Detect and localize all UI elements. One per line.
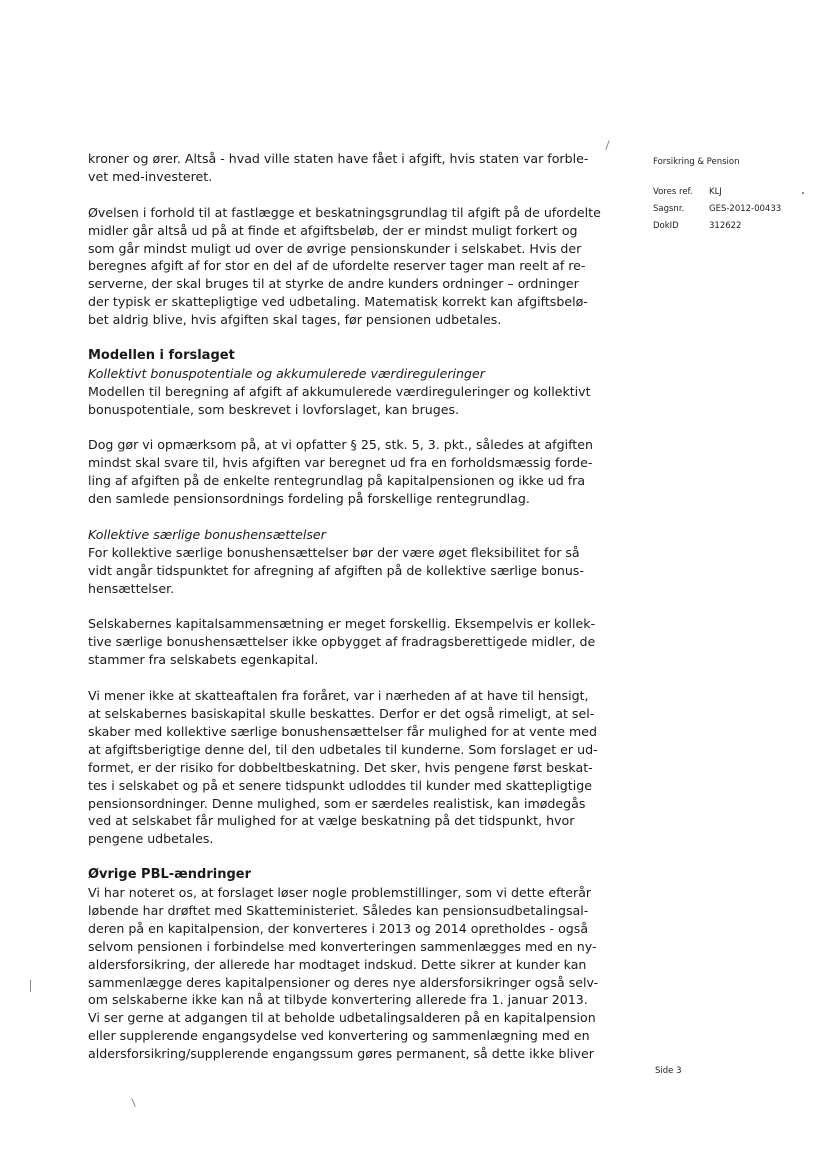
text-line: selvom pensionen i forbindelse med konverteringen sammenlægges med en ny- [88,938,597,954]
paragraph [88,687,603,848]
subsection-heading: Kollektive særlige bonushensættelser [88,526,326,542]
text-line: der typisk er skattepligtige ved udbetaling. Matematisk korrekt kan afgiftsbelø- [88,294,588,310]
text-line: sammenlægge deres kapitalpensioner og deres nye aldersforsikringer også selv- [88,974,599,990]
text-line: vet med-investeret. [88,168,213,184]
text-line: Modellen til beregning af afgift af akkumulerede værdireguleringer og kollektivt [88,383,591,399]
text-line: bet aldrig blive, hvis afgiften skal tages, før pensionen udbetales. [88,312,502,328]
text-line: hensættelser. [88,580,175,596]
text-line: aldersforsikring/supplerende engangssum gøres permanent, så dette ikke bliver [88,1046,594,1062]
paragraph [88,383,603,419]
section-heading: Øvrige PBL-ændringer [88,867,251,883]
text-line: tes i selskabet og på et senere tidspunkt udloddes til kunder med skattepligtige [88,777,592,793]
text-line: midler går altså ud på at finde et afgiftsbeløb, der er mindst muligt forkert og [88,222,578,238]
meta-label: Vores ref. [653,187,693,197]
text-line: pengene udbetales. [88,831,214,847]
text-line: Øvelsen i forhold til at fastlægge et beskatningsgrundlag til afgift på de ufordelte [88,204,601,220]
paragraph [88,436,603,508]
scan-speck [131,1098,136,1107]
organization-name: Forsikring & Pension [653,157,740,167]
meta-value: GES-2012-00433 [709,204,782,214]
text-line: tive særlige bonushensættelser ikke opbygget af fradragsberettigede midler, de [88,634,596,650]
text-line: bonuspotentiale, som beskrevet i lovforslaget, kan bruges. [88,401,460,417]
text-line: løbende har drøftet med Skatteministeriet. Således kan pensionsudbetalingsal- [88,902,589,918]
section-heading: Modellen i forslaget [88,347,235,363]
text-line: Vi har noteret os, at forslaget løser nogle problemstillinger, som vi dette efterår [88,885,592,901]
paragraph [88,615,603,669]
text-line: kroner og ører. Altså - hvad ville staten have fået i afgift, hvis staten var forble- [88,151,589,166]
text-line: som går mindst muligt ud over de øvrige pensionskunder i selskabet. Hvis der [88,240,582,256]
text-line: Vi ser gerne at adgangen til at beholde udbetalingsalderen på en kapitalpension [88,1010,596,1026]
meta-value: KLJ [709,187,722,197]
text-line: serverne, der skal bruges til at styrke de andre kunders ordninger – ordninger [88,276,579,292]
text-line: eller supplerende engangsydelse ved konvertering og sammenlægning med en [88,1028,590,1044]
paragraph [88,150,603,186]
text-line: Selskabernes kapitalsammensætning er meget forskellig. Eksempelvis er kollek- [88,616,596,632]
meta-value: 312622 [709,221,742,231]
text-line: aldersforsikring, der allerede har modtaget indskud. Dette sikrer at kunder kan [88,956,587,972]
meta-row-reference [653,184,813,201]
text-line: den samlede pensionsordnings fordeling på forskellige rentegrundlag. [88,491,530,507]
text-line: deren på en kapitalpension, der konverteres i 2013 og 2014 opretholdes - også [88,920,589,936]
text-line: at selskabernes basiskapital skulle beskattes. Derfor er det også rimeligt, at sel- [88,706,595,721]
scan-speck [605,140,609,150]
meta-label: Sagsnr. [653,204,685,214]
text-line: For kollektive særlige bonushensættelser bør der være øget fleksibilitet for så [88,544,580,560]
meta-row-case-number [653,201,813,218]
paragraph [88,204,603,329]
text-line: beregnes afgift af for stor en del af de ufordelte reserver tager man reelt af re- [88,258,586,274]
text-line: om selskaberne ikke kan nå at tilbyde konvertering allerede fra 1. januar 2013. [88,992,588,1008]
text-line: skaber med kollektive særlige bonushensættelser får mulighed for at vente med [88,723,598,739]
letter-body [88,150,603,1063]
text-line: ved at selskabet får mulighed for at vælge beskatning på det tidspunkt, hvor [88,813,575,829]
meta-row-document-id [653,218,813,235]
text-line: vidt angår tidspunktet for afregning af afgiften på de kollektive særlige bonus- [88,562,584,578]
meta-label: DokID [653,221,679,231]
letter-sidebar [653,154,813,235]
text-line: formet, er der risiko for dobbeltbeskatning. Det sker, hvis pengene først beskat- [88,759,593,775]
text-line: Dog gør vi opmærksom på, at vi opfatter § 25, stk. 5, 3. pkt., således at afgiften [88,437,593,453]
text-line: ling af afgiften på de enkelte rentegrundlag på kapitalpensionen og ikke ud fra [88,473,586,489]
scan-speck [802,192,804,194]
scan-speck [30,980,31,992]
text-line: pensionsordninger. Denne mulighed, som er særdeles realistisk, kan imødegås [88,795,586,811]
text-line: stammer fra selskabets egenkapital. [88,652,319,668]
text-line: mindst skal svare til, hvis afgiften var beregnet ud fra en forholdsmæssig forde- [88,455,593,471]
text-line: at afgiftsberigtige denne del, til den udbetales til kunderne. Som forslaget er ud- [88,741,598,757]
text-line: Vi mener ikke at skatteaftalen fra foråret, var i nærheden af at have til hensigt, [88,688,589,704]
paragraph [88,884,603,1063]
subsection-heading: Kollektivt bonuspotentiale og akkumulerede værdireguleringer [88,365,485,381]
paragraph [88,544,603,598]
page-number: Side 3 [655,1066,682,1076]
